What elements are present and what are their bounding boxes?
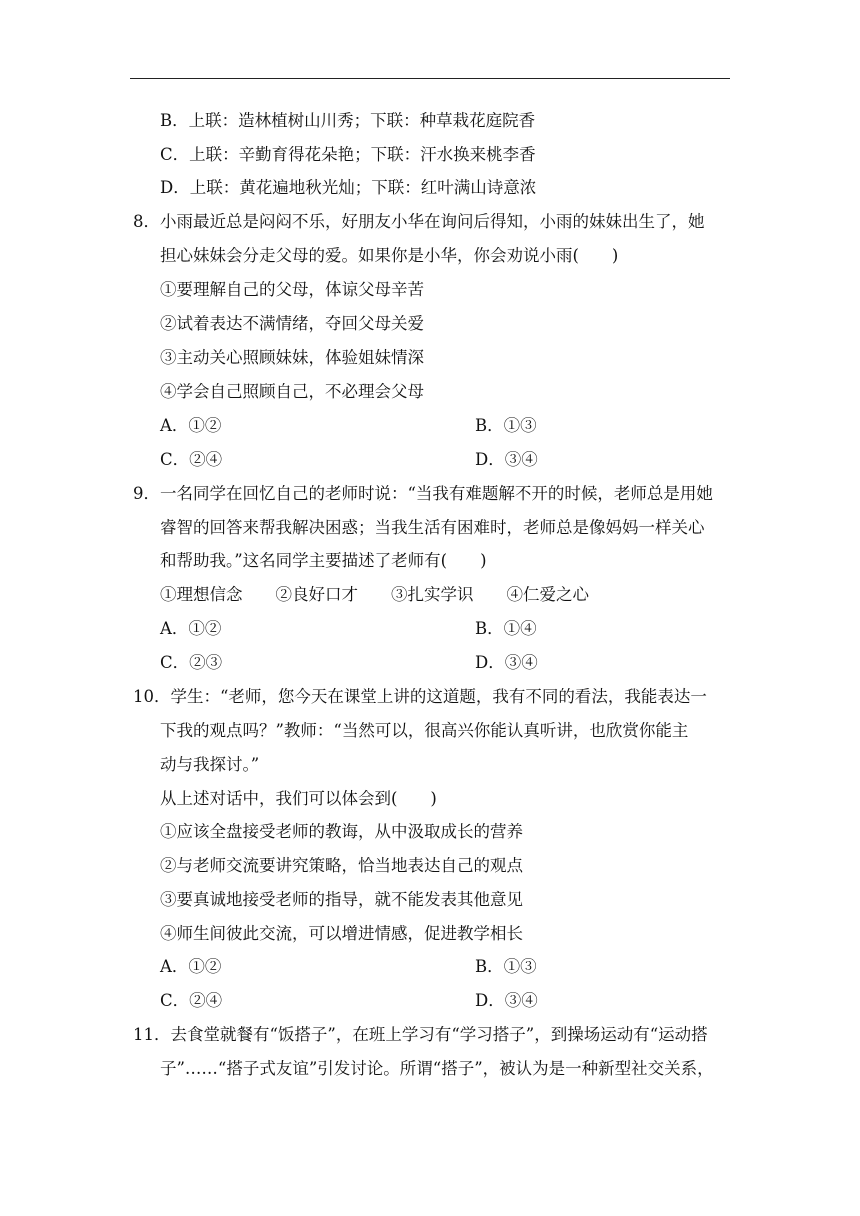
q8-stem-line-1: 8．小雨最近总是闷闷不乐，好朋友小华在询问后得知，小雨的妹妹出生了，她 [133,212,705,231]
q10-stem-line-1: 10．学生：“老师，您今天在课堂上讲的这道题，我有不同的看法，我能表达一 [133,687,707,706]
q11-stem-line-1: 11．去食堂就餐有“饭搭子”，在班上学习有“学习搭子”，到操场运动有“运动搭 [133,1025,708,1044]
header-rule [130,78,730,79]
q9-items: ①理想信念 ②良好口才 ③扎实学识 ④仁爱之心 [160,585,589,604]
q7-option-c[interactable]: C．上联：辛勤育得花朵艳；下联：汗水换来桃李香 [160,145,536,164]
q10-option-c[interactable]: C．②④ [160,991,223,1010]
q9-option-a[interactable]: A．①② [160,619,222,638]
q8-item-3: ③主动关心照顾妹妹，体验姐妹情深 [160,348,424,367]
q10-stem-line-2: 下我的观点吗？”教师：“当然可以，很高兴你能认真听讲，也欣赏你能主 [160,721,689,740]
q10-item-2: ②与老师交流要讲究策略，恰当地表达自己的观点 [160,856,523,875]
q10-option-b[interactable]: B．①③ [475,957,537,976]
q8-item-4: ④学会自己照顾自己，不必理会父母 [160,382,424,401]
q9-stem-line-2: 睿智的回答来帮我解决困惑；当我生活有困难时，老师总是像妈妈一样关心 [160,518,705,537]
q8-item-1: ①要理解自己的父母，体谅父母辛苦 [160,280,424,299]
q8-option-b[interactable]: B．①③ [475,416,537,435]
q10-item-1: ①应该全盘接受老师的教诲，从中汲取成长的营养 [160,822,523,841]
q7-option-b[interactable]: B．上联：造林植树山川秀；下联：种草栽花庭院香 [160,111,536,130]
q8-option-a[interactable]: A．①② [160,416,222,435]
q9-stem-line-1: 9．一名同学在回忆自己的老师时说：“当我有难题解不开的时候，老师总是用她 [133,484,713,503]
q9-option-d[interactable]: D．③④ [475,653,538,672]
q10-item-4: ④师生间彼此交流，可以增进情感，促进教学相长 [160,924,523,943]
q8-item-2: ②试着表达不满情绪，夺回父母关爱 [160,314,424,333]
q10-stem-line-4: 从上述对话中，我们可以体会到( ) [160,789,437,808]
q10-stem-line-3: 动与我探讨。” [160,755,260,774]
q9-option-c[interactable]: C．②③ [160,653,223,672]
q10-item-3: ③要真诚地接受老师的指导，就不能发表其他意见 [160,890,523,909]
q10-option-a[interactable]: A．①② [160,957,222,976]
q8-stem-line-2: 担心妹妹会分走父母的爱。如果你是小华，你会劝说小雨( ) [160,246,619,265]
q7-option-d[interactable]: D．上联：黄花遍地秋光灿；下联：红叶满山诗意浓 [160,178,537,197]
q11-stem-line-2: 子”……“搭子式友谊”引发讨论。所谓“搭子”，被认为是一种新型社交关系， [160,1059,714,1078]
q9-stem-line-3: 和帮助我。”这名同学主要描述了老师有( ) [160,551,487,570]
q8-option-c[interactable]: C．②④ [160,450,223,469]
q8-option-d[interactable]: D．③④ [475,450,538,469]
q9-option-b[interactable]: B．①④ [475,619,537,638]
q10-option-d[interactable]: D．③④ [475,991,538,1010]
